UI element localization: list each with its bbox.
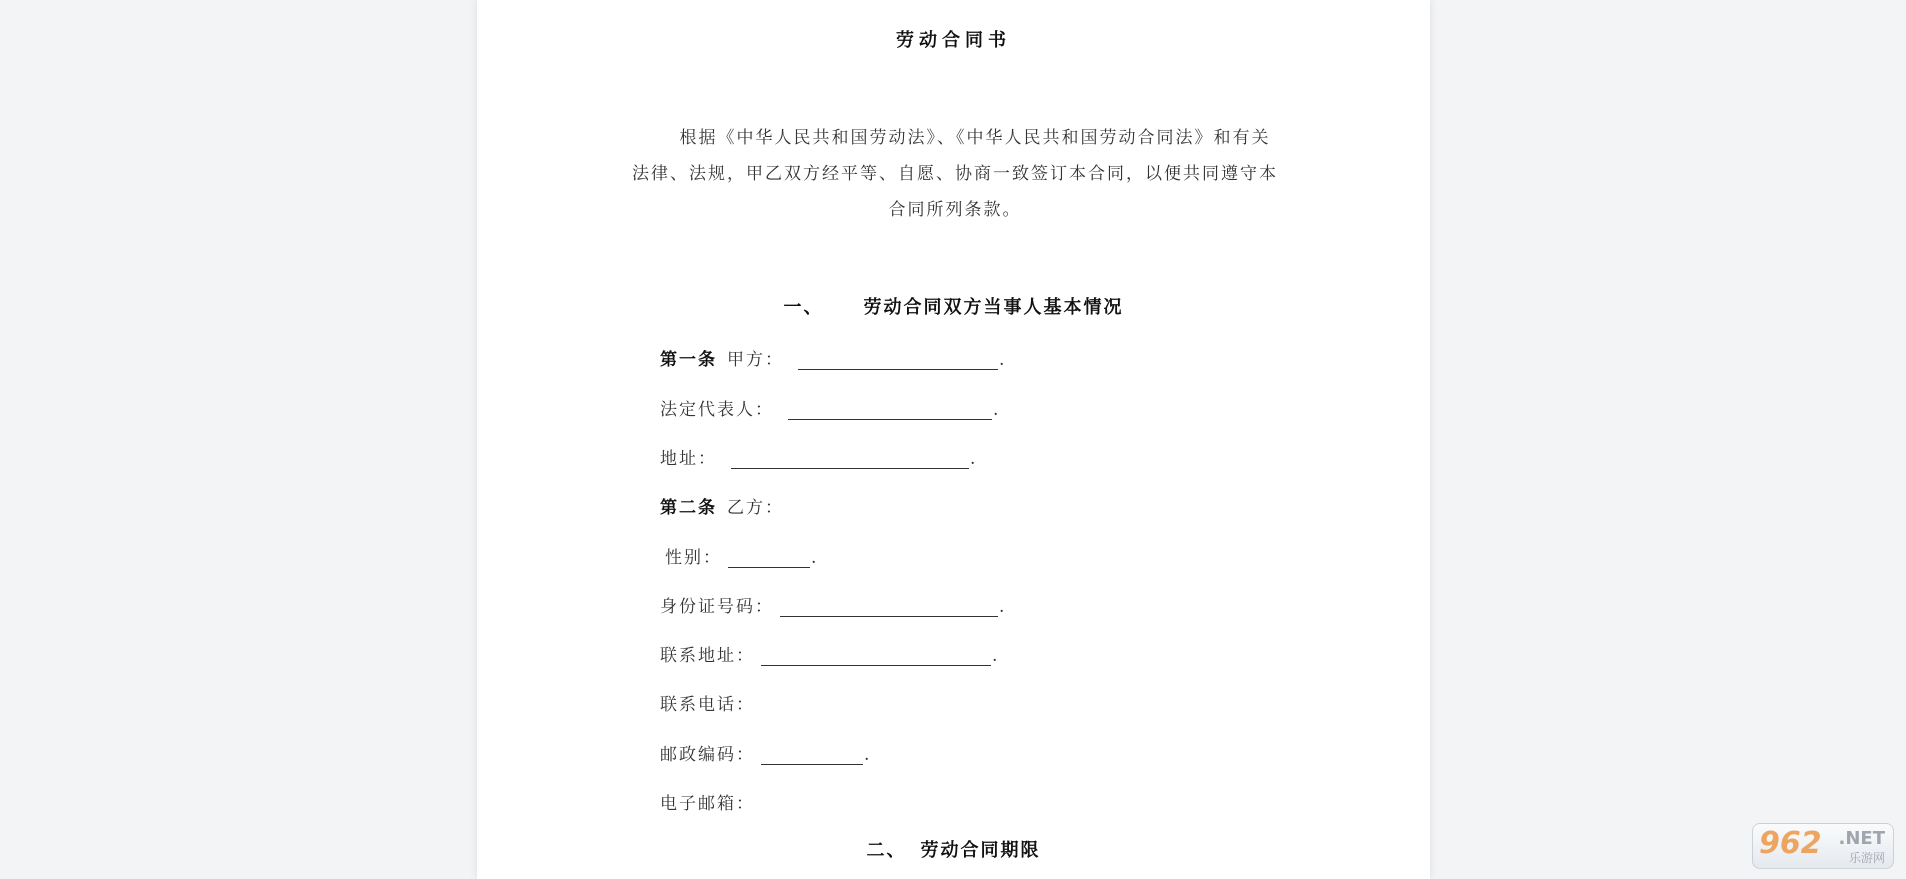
blank-line[interactable]: [780, 598, 998, 617]
field-label: 法定代表人：: [660, 400, 774, 420]
blank-line[interactable]: [788, 401, 992, 420]
section-heading-1: [477, 293, 1430, 319]
document-title: 劳动合同书: [896, 30, 1011, 51]
field-id-number: 身份证号码： .: [660, 592, 1006, 617]
blank-line[interactable]: [731, 450, 969, 469]
field-label: 邮政编码：: [660, 745, 755, 765]
blank-line[interactable]: [728, 549, 810, 568]
section-heading-2: [477, 836, 1430, 862]
intro-paragraph: [625, 120, 1285, 228]
field-address: 地址： .: [660, 444, 977, 469]
section-number: 一、: [783, 297, 824, 318]
field-contact-address: 联系地址： .: [660, 641, 999, 666]
field-postal-code: 邮政编码： .: [660, 740, 871, 765]
field-label: 身份证号码：: [660, 597, 774, 617]
field-label: 电子邮箱：: [660, 794, 755, 814]
site-watermark-logo: [1752, 823, 1894, 869]
section-title: 劳动合同双方当事人基本情况: [863, 297, 1124, 318]
field-gender: 性别： .: [665, 543, 818, 568]
intro-line: 根据《中华人民共和国劳动法》、《中华人民共和国劳动合同法》和有关: [679, 128, 1271, 148]
blank-line[interactable]: [798, 351, 998, 370]
field-label: 联系电话：: [660, 695, 755, 715]
field-party-b: [660, 493, 784, 518]
field-label: 乙方：: [727, 498, 784, 518]
document-page: [477, 0, 1430, 879]
field-phone: [660, 690, 755, 715]
intro-line: 合同所列条款。: [888, 200, 1022, 220]
watermark-number: 962: [1759, 826, 1822, 861]
watermark-site: 乐游网: [1848, 851, 1885, 865]
blank-line[interactable]: [761, 647, 991, 666]
watermark-domain: .NET: [1838, 828, 1885, 849]
field-label: 性别：: [665, 548, 722, 568]
article-label: 第一条: [660, 350, 717, 370]
field-label: 联系地址：: [660, 646, 755, 666]
section-title: 劳动合同期限: [920, 840, 1041, 861]
field-label: 地址：: [660, 449, 717, 469]
intro-line: 法律、法规，甲乙双方经平等、自愿、协商一致签订本合同，以便共同遵守本: [632, 164, 1278, 184]
field-email: [660, 789, 755, 814]
section-number: 二、: [866, 840, 907, 861]
article-label: 第二条: [660, 498, 717, 518]
field-label: 甲方：: [727, 350, 784, 370]
field-party-a: 第一条 甲方： .: [660, 345, 1006, 370]
field-legal-representative: 法定代表人： .: [660, 395, 1000, 420]
blank-line[interactable]: [761, 746, 863, 765]
